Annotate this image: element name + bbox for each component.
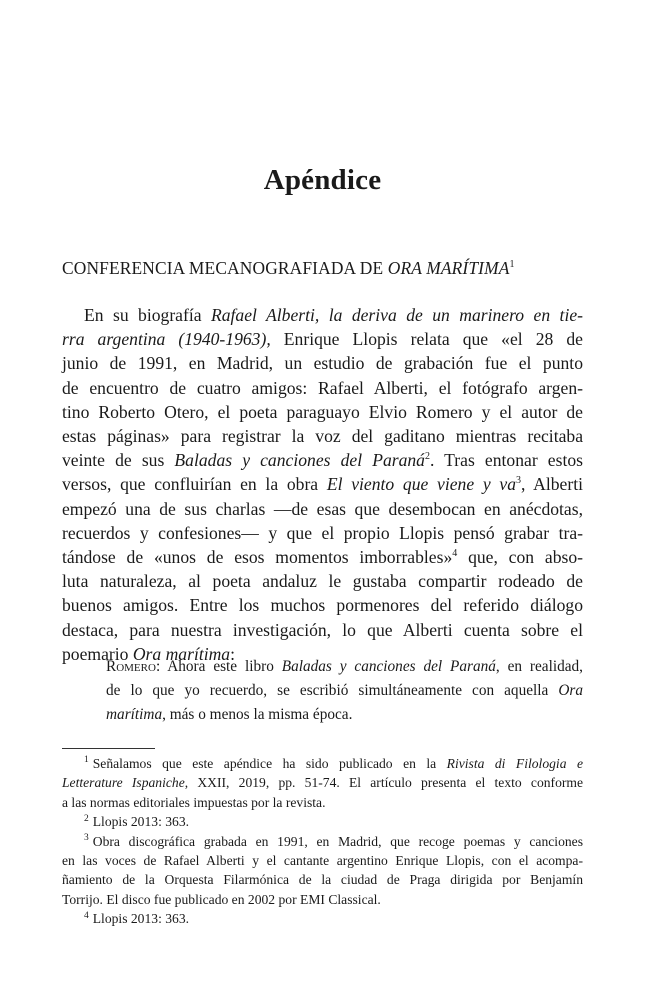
italic-run: Baladas y canciones del Paraná bbox=[174, 450, 425, 471]
section-heading-text: CONFERENCIA MECANOGRAFIADA DE bbox=[62, 258, 388, 278]
body-line bbox=[62, 497, 583, 521]
footnote-ref: 3 bbox=[516, 475, 522, 487]
italic-run: Ora bbox=[558, 682, 583, 699]
italic-run: El viento que viene y va bbox=[326, 474, 517, 495]
text-run: Llopis 2013: 363. bbox=[92, 814, 190, 830]
text-run: tino Roberto Otero, el poeta paraguayo Elvio Romero y el autor de bbox=[62, 401, 583, 422]
text-run: Obra discográfica grabada en 1991, en Madrid, que recoge poemas y canciones bbox=[92, 833, 583, 849]
text-run: . Tras entonar estos bbox=[429, 450, 583, 471]
body-line bbox=[62, 424, 583, 448]
body-line bbox=[62, 303, 583, 327]
text-run: a las normas editoriales impuestas por la revista. bbox=[62, 794, 326, 810]
footnote bbox=[62, 812, 583, 831]
footnote-number: 2 bbox=[84, 813, 89, 824]
text-run: En su biografía bbox=[84, 305, 211, 325]
italic-run: marítima bbox=[106, 706, 163, 723]
body-line bbox=[62, 569, 583, 593]
footnote-line bbox=[62, 851, 583, 870]
body-line bbox=[62, 521, 583, 545]
footnote-line bbox=[62, 909, 583, 928]
text-run: Señalamos que este apéndice ha sido publicado en la bbox=[92, 756, 447, 771]
text-run: Torrijo. El disco fue publicado en 2002 por EMI Classical. bbox=[62, 891, 381, 907]
body-line bbox=[62, 448, 583, 472]
footnote-line bbox=[62, 773, 583, 792]
footnote-ref: 2 bbox=[424, 451, 430, 463]
quote-line bbox=[106, 703, 583, 727]
text-run: buenos amigos. Entre los muchos pormenores del referido diálogo bbox=[62, 595, 583, 616]
body-line bbox=[62, 472, 583, 496]
italic-run: Rafael Alberti, la deriva de un marinero en tie- bbox=[210, 305, 583, 325]
text-run: de encuentro de cuatro amigos: Rafael Alberti, el fotógrafo argen- bbox=[62, 377, 583, 398]
text-run: , en realidad, bbox=[495, 658, 583, 675]
footnote-number: 3 bbox=[84, 833, 89, 844]
text-run: luta naturaleza, al poeta andaluz le gustaba compartir rodeado de bbox=[62, 571, 583, 592]
italic-run: Rivista di Filologia e bbox=[446, 756, 583, 771]
text-run: : Ahora este libro bbox=[155, 658, 282, 675]
chapter-title: Apéndice bbox=[263, 164, 382, 196]
footnote-number: 1 bbox=[84, 755, 89, 766]
footnote-ref: 1 bbox=[509, 259, 515, 271]
footnote-line bbox=[62, 812, 583, 831]
text-run: : bbox=[230, 643, 235, 664]
footnote-line bbox=[62, 832, 583, 851]
text-run: , XXII, 2019, pp. 51-74. El artículo presenta el texto conforme bbox=[184, 775, 583, 791]
text-run: , más o menos la misma época. bbox=[162, 706, 353, 723]
block-quote bbox=[106, 655, 583, 727]
text-run: estas páginas» para registrar la voz del gaditano mientras recitaba bbox=[62, 426, 583, 447]
body-line bbox=[62, 351, 583, 375]
text-run: junio de 1991, en Madrid, un estudio de grabación fue el punto bbox=[62, 353, 583, 374]
text-run: en las voces de Rafael Alberti y el cantante argentino Enrique Llopis, con el acompa- bbox=[62, 853, 583, 869]
body-line bbox=[62, 593, 583, 617]
footnote-line bbox=[62, 793, 583, 812]
footnote bbox=[62, 754, 583, 812]
text-run: veinte de sus bbox=[62, 450, 175, 471]
text-run: recuerdos y confesiones— y que el propio Llopis pensó grabar tra- bbox=[62, 522, 583, 543]
section-heading bbox=[62, 258, 583, 279]
body-line bbox=[62, 376, 583, 400]
italic-run: Ora marítima bbox=[132, 643, 231, 664]
body-paragraph bbox=[62, 303, 583, 666]
text-run: que, con abso- bbox=[457, 547, 583, 568]
footnote-number: 4 bbox=[84, 910, 89, 921]
body-line bbox=[62, 327, 583, 351]
italic-run: rra argentina (1940-1963), bbox=[62, 329, 271, 350]
italic-run: Baladas y canciones del Paraná bbox=[281, 658, 496, 675]
text-run: Enrique Llopis relata que «el 28 de bbox=[270, 329, 583, 350]
body-line bbox=[62, 545, 583, 569]
text-run: ñamiento de la Orquesta Filarmónica de la ciudad de Praga dirigida por Benjamín bbox=[62, 872, 583, 888]
footnote-divider bbox=[62, 748, 155, 749]
section-heading-italic: ORA MARÍTIMA bbox=[387, 258, 510, 278]
body-line bbox=[62, 400, 583, 424]
body-line bbox=[62, 618, 583, 642]
text-run: Llopis 2013: 363. bbox=[92, 911, 190, 927]
text-run: empezó una de sus charlas —de esas que desembocan en anécdotas, bbox=[62, 498, 583, 519]
italic-run: Letterature Ispaniche bbox=[62, 775, 185, 791]
footnotes bbox=[62, 754, 583, 929]
footnote-line bbox=[62, 870, 583, 889]
footnote bbox=[62, 909, 583, 928]
text-run: destaca, para nuestra investigación, lo que Alberti cuenta sobre el bbox=[62, 619, 583, 640]
text-run: , Alberti bbox=[521, 474, 583, 495]
speaker-name: Romero bbox=[106, 658, 156, 675]
text-run: versos, que confluirían en la obra bbox=[62, 474, 327, 495]
text-run: de lo que yo recuerdo, se escribió simultáneamente con aquella bbox=[106, 682, 559, 699]
footnote-line bbox=[62, 754, 583, 773]
footnote-ref: 4 bbox=[452, 548, 458, 560]
text-run: poemario bbox=[62, 643, 133, 664]
quote-line bbox=[106, 655, 583, 679]
footnote-line bbox=[62, 890, 583, 909]
quote-line bbox=[106, 679, 583, 703]
footnote bbox=[62, 832, 583, 910]
text-run: tándose de «unos de esos momentos imborrables» bbox=[62, 547, 453, 568]
